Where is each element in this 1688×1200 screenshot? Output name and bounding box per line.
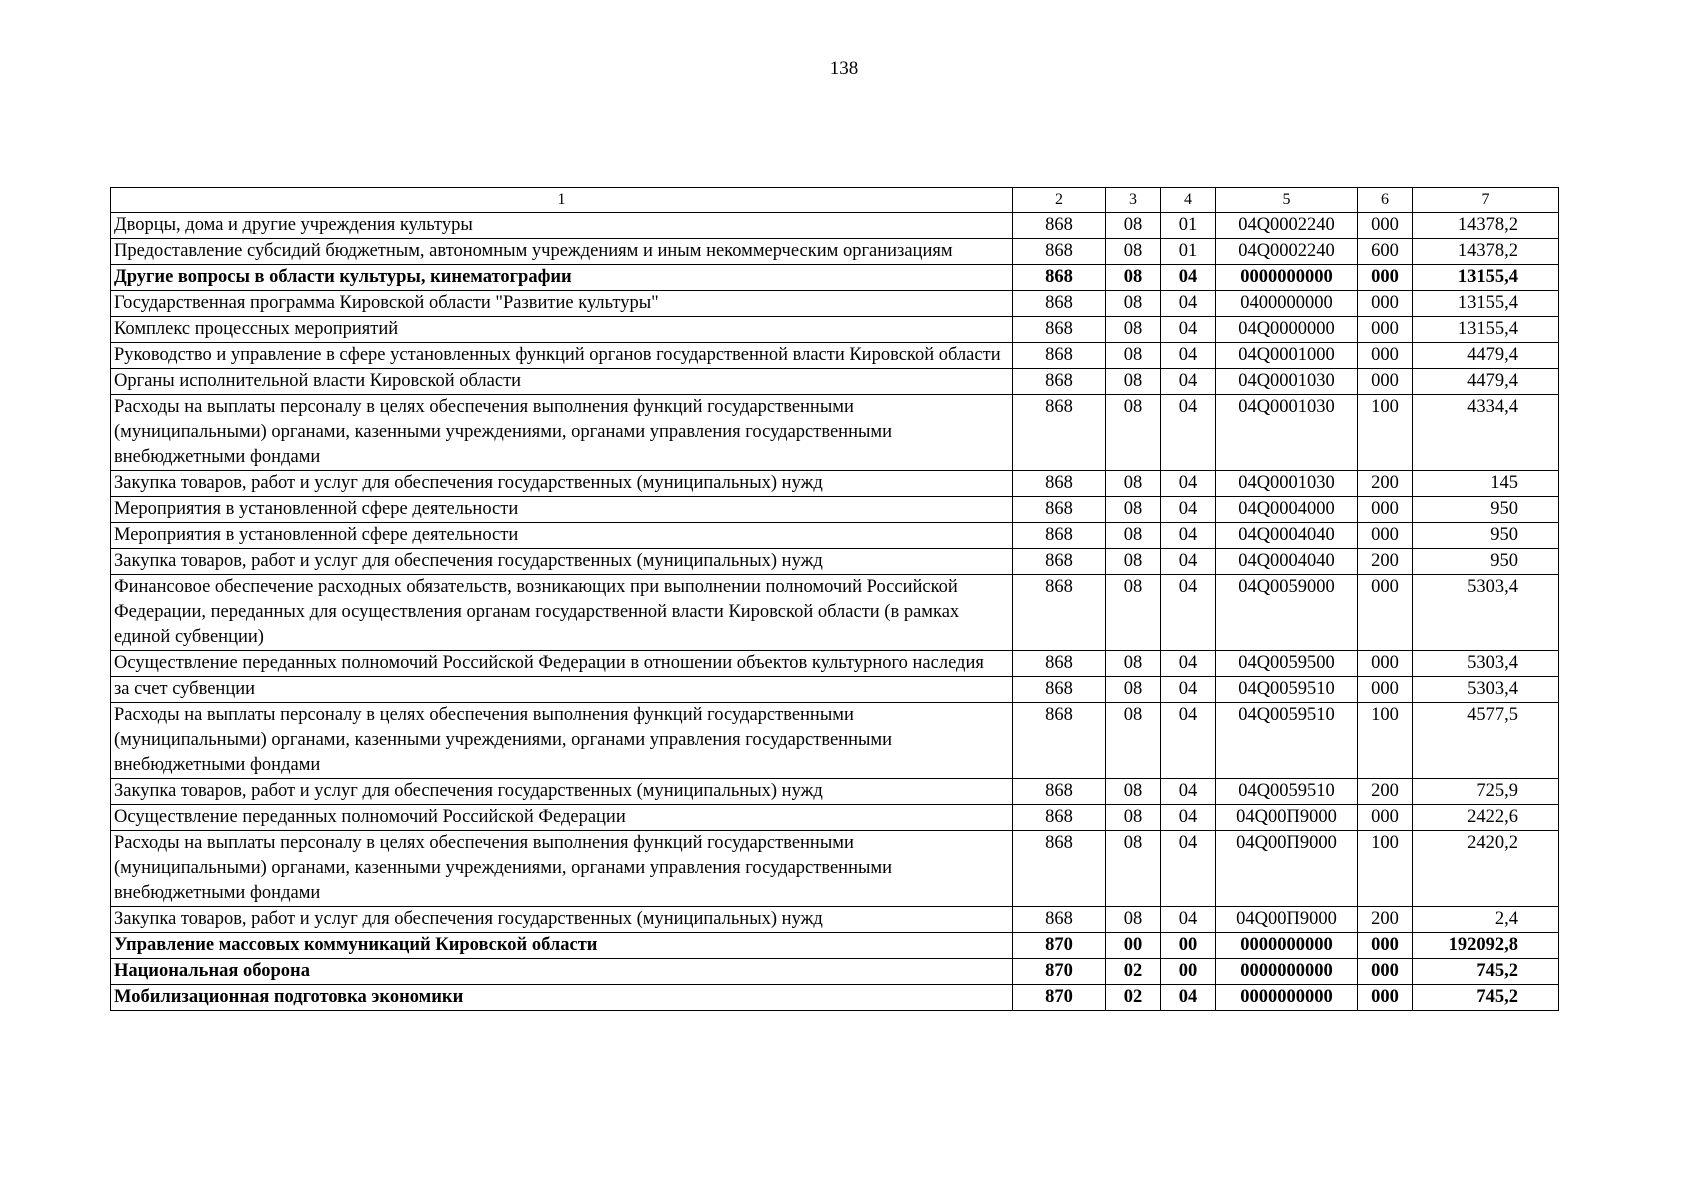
column-header: 6 — [1358, 188, 1413, 213]
row-code-section: 08 — [1106, 549, 1161, 575]
row-code-section: 08 — [1106, 907, 1161, 933]
row-code-target: 04Q0059510 — [1216, 779, 1358, 805]
row-code-admin: 868 — [1013, 213, 1106, 239]
row-code-admin: 868 — [1013, 831, 1106, 907]
table-row — [111, 523, 1559, 549]
row-amount: 950 — [1413, 497, 1559, 523]
page-number: 138 — [829, 58, 859, 79]
row-code-section: 08 — [1106, 471, 1161, 497]
table-row — [111, 497, 1559, 523]
row-code-section: 08 — [1106, 805, 1161, 831]
table-row — [111, 369, 1559, 395]
row-code-section: 08 — [1106, 703, 1161, 779]
row-code-admin: 870 — [1013, 933, 1106, 959]
row-code-target: 04Q0001030 — [1216, 369, 1358, 395]
row-code-section: 02 — [1106, 985, 1161, 1011]
row-code-subsection: 04 — [1161, 523, 1216, 549]
row-code-section: 08 — [1106, 677, 1161, 703]
row-amount: 4479,4 — [1413, 369, 1559, 395]
row-amount: 14378,2 — [1413, 213, 1559, 239]
row-amount: 745,2 — [1413, 985, 1559, 1011]
column-header: 2 — [1013, 188, 1106, 213]
row-code-expense-type: 000 — [1358, 959, 1413, 985]
row-code-target: 0000000000 — [1216, 933, 1358, 959]
row-code-expense-type: 200 — [1358, 907, 1413, 933]
row-code-admin: 868 — [1013, 703, 1106, 779]
row-code-admin: 868 — [1013, 523, 1106, 549]
row-name: Расходы на выплаты персоналу в целях обеспечения выполнения функций государственными (муниципальными) органами, казенными учреждениями, органами управления государственными внебюджетными фондами — [111, 831, 1013, 907]
row-code-section: 08 — [1106, 651, 1161, 677]
row-code-admin: 868 — [1013, 779, 1106, 805]
row-name: Осуществление переданных полномочий Российской Федерации в отношении объектов культурного наследия — [111, 651, 1013, 677]
table-row — [111, 907, 1559, 933]
row-name: Финансовое обеспечение расходных обязательств, возникающих при выполнении полномочий Российской Федерации, переданных для осуществления органам государственной власти Кировской области (в рамках единой субвенции) — [111, 575, 1013, 651]
row-code-expense-type: 100 — [1358, 395, 1413, 471]
row-name: Закупка товаров, работ и услуг для обеспечения государственных (муниципальных) нужд — [111, 779, 1013, 805]
row-code-subsection: 04 — [1161, 549, 1216, 575]
row-amount: 13155,4 — [1413, 317, 1559, 343]
row-code-section: 08 — [1106, 213, 1161, 239]
row-name: Расходы на выплаты персоналу в целях обеспечения выполнения функций государственными (муниципальными) органами, казенными учреждениями, органами управления государственными внебюджетными фондами — [111, 395, 1013, 471]
row-code-expense-type: 000 — [1358, 933, 1413, 959]
row-code-section: 08 — [1106, 291, 1161, 317]
row-amount: 5303,4 — [1413, 677, 1559, 703]
row-code-subsection: 04 — [1161, 651, 1216, 677]
row-code-expense-type: 000 — [1358, 651, 1413, 677]
row-code-admin: 868 — [1013, 343, 1106, 369]
table-row — [111, 779, 1559, 805]
row-code-subsection: 04 — [1161, 575, 1216, 651]
row-code-section: 08 — [1106, 831, 1161, 907]
row-code-expense-type: 600 — [1358, 239, 1413, 265]
row-code-target: 04Q0059510 — [1216, 677, 1358, 703]
row-amount: 725,9 — [1413, 779, 1559, 805]
row-code-expense-type: 000 — [1358, 985, 1413, 1011]
table-row — [111, 291, 1559, 317]
row-code-subsection: 01 — [1161, 239, 1216, 265]
row-code-subsection: 04 — [1161, 907, 1216, 933]
row-name: Закупка товаров, работ и услуг для обеспечения государственных (муниципальных) нужд — [111, 907, 1013, 933]
row-code-subsection: 04 — [1161, 985, 1216, 1011]
table-row — [111, 317, 1559, 343]
row-code-admin: 868 — [1013, 651, 1106, 677]
row-name: Предоставление субсидий бюджетным, автономным учреждениям и иным некоммерческим организациям — [111, 239, 1013, 265]
row-code-expense-type: 000 — [1358, 265, 1413, 291]
table-row — [111, 549, 1559, 575]
row-code-target: 04Q0002240 — [1216, 239, 1358, 265]
row-name: Мобилизационная подготовка экономики — [111, 985, 1013, 1011]
table-row — [111, 933, 1559, 959]
table-row — [111, 985, 1559, 1011]
row-code-expense-type: 000 — [1358, 497, 1413, 523]
row-code-admin: 868 — [1013, 497, 1106, 523]
row-code-expense-type: 000 — [1358, 317, 1413, 343]
row-code-admin: 868 — [1013, 907, 1106, 933]
row-code-target: 04Q0001030 — [1216, 395, 1358, 471]
row-code-subsection: 04 — [1161, 805, 1216, 831]
table-row — [111, 651, 1559, 677]
table-row — [111, 395, 1559, 471]
row-code-admin: 868 — [1013, 369, 1106, 395]
row-name: Осуществление переданных полномочий Российской Федерации — [111, 805, 1013, 831]
row-code-subsection: 00 — [1161, 959, 1216, 985]
row-code-admin: 868 — [1013, 471, 1106, 497]
row-amount: 2420,2 — [1413, 831, 1559, 907]
row-code-subsection: 04 — [1161, 831, 1216, 907]
row-code-admin: 868 — [1013, 291, 1106, 317]
row-code-expense-type: 000 — [1358, 575, 1413, 651]
row-code-expense-type: 000 — [1358, 677, 1413, 703]
row-code-subsection: 04 — [1161, 779, 1216, 805]
row-amount: 4479,4 — [1413, 343, 1559, 369]
row-code-subsection: 04 — [1161, 395, 1216, 471]
row-name: Закупка товаров, работ и услуг для обеспечения государственных (муниципальных) нужд — [111, 471, 1013, 497]
column-header: 7 — [1413, 188, 1559, 213]
row-code-target: 04Q0000000 — [1216, 317, 1358, 343]
row-amount: 2422,6 — [1413, 805, 1559, 831]
row-code-subsection: 04 — [1161, 317, 1216, 343]
row-name: Мероприятия в установленной сфере деятельности — [111, 497, 1013, 523]
table-row — [111, 265, 1559, 291]
row-code-expense-type: 200 — [1358, 549, 1413, 575]
row-name: Закупка товаров, работ и услуг для обеспечения государственных (муниципальных) нужд — [111, 549, 1013, 575]
row-code-expense-type: 000 — [1358, 213, 1413, 239]
row-code-section: 08 — [1106, 239, 1161, 265]
row-code-target: 04Q0059000 — [1216, 575, 1358, 651]
row-name: за счет субвенции — [111, 677, 1013, 703]
row-code-section: 00 — [1106, 933, 1161, 959]
row-code-section: 08 — [1106, 497, 1161, 523]
row-code-admin: 870 — [1013, 959, 1106, 985]
row-code-expense-type: 000 — [1358, 369, 1413, 395]
row-code-target: 04Q0001030 — [1216, 471, 1358, 497]
column-header: 1 — [111, 188, 1013, 213]
row-code-target: 04Q0002240 — [1216, 213, 1358, 239]
row-name: Расходы на выплаты персоналу в целях обеспечения выполнения функций государственными (муниципальными) органами, казенными учреждениями, органами управления государственными внебюджетными фондами — [111, 703, 1013, 779]
row-code-target: 04Q0001000 — [1216, 343, 1358, 369]
table-row — [111, 239, 1559, 265]
table-row — [111, 677, 1559, 703]
row-amount: 950 — [1413, 549, 1559, 575]
row-code-section: 08 — [1106, 343, 1161, 369]
table-row — [111, 959, 1559, 985]
row-amount: 14378,2 — [1413, 239, 1559, 265]
row-code-section: 08 — [1106, 779, 1161, 805]
row-code-admin: 868 — [1013, 805, 1106, 831]
row-code-admin: 868 — [1013, 239, 1106, 265]
row-code-admin: 868 — [1013, 549, 1106, 575]
row-code-subsection: 01 — [1161, 213, 1216, 239]
row-code-admin: 868 — [1013, 265, 1106, 291]
row-code-admin: 868 — [1013, 395, 1106, 471]
table-row — [111, 213, 1559, 239]
row-name: Руководство и управление в сфере установленных функций органов государственной власти Кировской области — [111, 343, 1013, 369]
row-amount: 192092,8 — [1413, 933, 1559, 959]
row-amount: 13155,4 — [1413, 265, 1559, 291]
row-code-target: 0000000000 — [1216, 265, 1358, 291]
table-row — [111, 703, 1559, 779]
row-code-expense-type: 000 — [1358, 805, 1413, 831]
table-header-row — [111, 188, 1559, 213]
row-code-subsection: 04 — [1161, 369, 1216, 395]
row-code-target: 04Q00П9000 — [1216, 831, 1358, 907]
row-code-subsection: 04 — [1161, 677, 1216, 703]
row-name: Мероприятия в установленной сфере деятельности — [111, 523, 1013, 549]
column-header: 4 — [1161, 188, 1216, 213]
row-code-expense-type: 000 — [1358, 523, 1413, 549]
row-code-expense-type: 000 — [1358, 291, 1413, 317]
row-code-expense-type: 200 — [1358, 471, 1413, 497]
row-code-expense-type: 000 — [1358, 343, 1413, 369]
row-code-section: 08 — [1106, 265, 1161, 291]
row-amount: 5303,4 — [1413, 651, 1559, 677]
row-name: Национальная оборона — [111, 959, 1013, 985]
row-name: Государственная программа Кировской области "Развитие культуры" — [111, 291, 1013, 317]
column-header: 5 — [1216, 188, 1358, 213]
row-code-subsection: 04 — [1161, 471, 1216, 497]
row-code-target: 04Q0004040 — [1216, 549, 1358, 575]
row-code-target: 04Q00П9000 — [1216, 805, 1358, 831]
table-row — [111, 831, 1559, 907]
table-row — [111, 575, 1559, 651]
row-code-expense-type: 200 — [1358, 779, 1413, 805]
row-name: Дворцы, дома и другие учреждения культуры — [111, 213, 1013, 239]
row-code-section: 08 — [1106, 395, 1161, 471]
row-code-subsection: 04 — [1161, 265, 1216, 291]
table-row — [111, 343, 1559, 369]
row-name: Другие вопросы в области культуры, кинематографии — [111, 265, 1013, 291]
row-amount: 5303,4 — [1413, 575, 1559, 651]
row-amount: 4334,4 — [1413, 395, 1559, 471]
row-code-expense-type: 100 — [1358, 703, 1413, 779]
row-code-target: 04Q0059510 — [1216, 703, 1358, 779]
row-code-target: 04Q00П9000 — [1216, 907, 1358, 933]
row-amount: 4577,5 — [1413, 703, 1559, 779]
row-name: Управление массовых коммуникаций Кировской области — [111, 933, 1013, 959]
budget-table — [110, 187, 1559, 1011]
row-code-target: 0400000000 — [1216, 291, 1358, 317]
row-code-subsection: 00 — [1161, 933, 1216, 959]
row-code-section: 02 — [1106, 959, 1161, 985]
column-header: 3 — [1106, 188, 1161, 213]
row-code-admin: 870 — [1013, 985, 1106, 1011]
row-code-subsection: 04 — [1161, 291, 1216, 317]
row-code-section: 08 — [1106, 575, 1161, 651]
row-code-admin: 868 — [1013, 677, 1106, 703]
row-name: Органы исполнительной власти Кировской области — [111, 369, 1013, 395]
row-amount: 145 — [1413, 471, 1559, 497]
row-code-subsection: 04 — [1161, 343, 1216, 369]
table-row — [111, 471, 1559, 497]
row-amount: 950 — [1413, 523, 1559, 549]
row-name: Комплекс процессных мероприятий — [111, 317, 1013, 343]
row-code-section: 08 — [1106, 317, 1161, 343]
row-code-section: 08 — [1106, 523, 1161, 549]
row-code-admin: 868 — [1013, 575, 1106, 651]
row-code-target: 04Q0004000 — [1216, 497, 1358, 523]
row-code-section: 08 — [1106, 369, 1161, 395]
row-amount: 2,4 — [1413, 907, 1559, 933]
row-code-admin: 868 — [1013, 317, 1106, 343]
row-code-target: 0000000000 — [1216, 985, 1358, 1011]
row-amount: 13155,4 — [1413, 291, 1559, 317]
row-code-target: 04Q0004040 — [1216, 523, 1358, 549]
row-code-subsection: 04 — [1161, 703, 1216, 779]
table-row — [111, 805, 1559, 831]
row-code-target: 04Q0059500 — [1216, 651, 1358, 677]
row-code-subsection: 04 — [1161, 497, 1216, 523]
row-code-expense-type: 100 — [1358, 831, 1413, 907]
row-amount: 745,2 — [1413, 959, 1559, 985]
row-code-target: 0000000000 — [1216, 959, 1358, 985]
